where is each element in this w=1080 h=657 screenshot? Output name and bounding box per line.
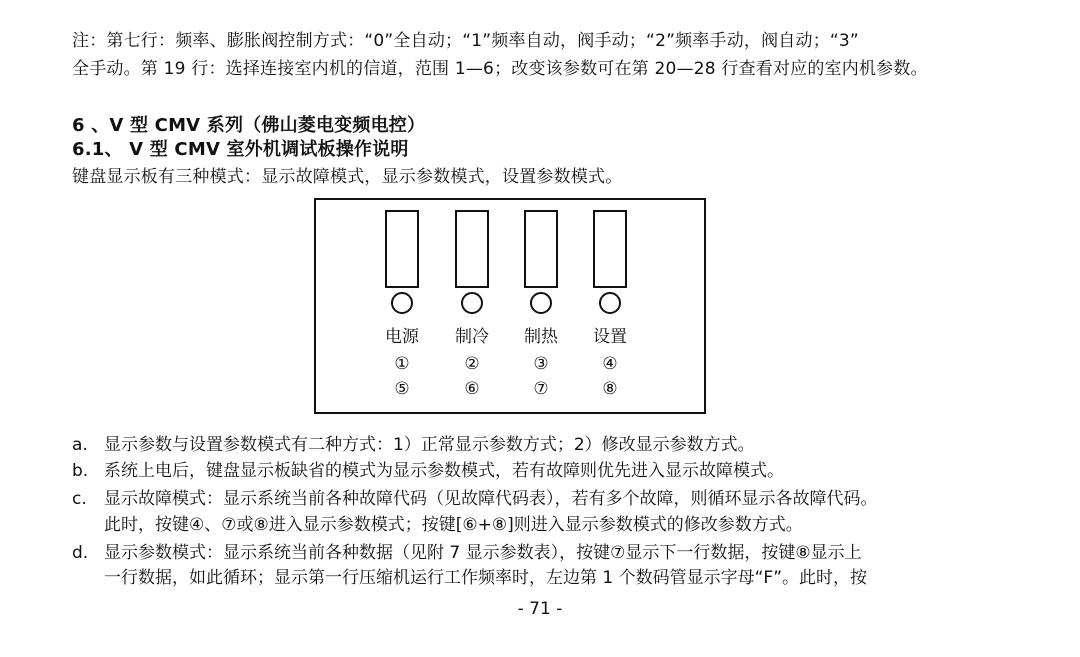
list-text: 一行数据，如此循环；显示第一行压缩机运行工作频率时，左边第 1 个数码管显示字母“F”。此时，按: [104, 568, 868, 588]
key-label-settings: 设置: [593, 327, 627, 347]
led-indicator-2: [461, 292, 483, 314]
key-number-4: ④: [602, 354, 618, 374]
note-line-2: 全手动。第 19 行：选择连接室内机的信道，范围 1—6；改变该参数可在第 20—28 行查看对应的室内机参数。: [72, 59, 928, 79]
section-intro: 键盘显示板有三种模式：显示故障模式，显示参数模式，设置参数模式。: [72, 167, 623, 187]
note-line-1: 注：第七行：频率、膨胀阀控制方式：“0”全自动；“1”频率自动，阀手动；“2”频率手动，阀自动；“3”: [72, 31, 859, 51]
key-number-5: ⑤: [394, 379, 410, 399]
key-label-power: 电源: [385, 327, 419, 347]
digit-display-1: [385, 210, 419, 288]
list-marker: a.: [72, 435, 88, 455]
digit-display-2: [455, 210, 489, 288]
key-number-6: ⑥: [464, 379, 480, 399]
list-marker: d.: [72, 543, 89, 563]
key-number-8: ⑧: [602, 379, 618, 399]
list-text: 显示参数与设置参数模式有二种方式：1）正常显示参数方式；2）修改显示参数方式。: [104, 435, 755, 455]
digit-display-3: [524, 210, 558, 288]
list-text: 显示故障模式：显示系统当前各种故障代码（见故障代码表），若有多个故障，则循环显示各故障代码。: [104, 489, 878, 509]
page-number: - 71 -: [517, 599, 563, 619]
led-indicator-4: [599, 292, 621, 314]
list-text: 此时，按键④、⑦或⑧进入显示参数模式；按键[⑥+⑧]则进入显示参数模式的修改参数方式。: [104, 515, 803, 535]
led-indicator-3: [530, 292, 552, 314]
key-number-1: ①: [394, 354, 410, 374]
list-marker: b.: [72, 461, 89, 481]
key-number-7: ⑦: [533, 379, 549, 399]
digit-display-4: [593, 210, 627, 288]
list-text: 显示参数模式：显示系统当前各种数据（见附 7 显示参数表），按键⑦显示下一行数据，按键⑧显示上: [104, 543, 862, 563]
section-subtitle: 6.1、 V 型 CMV 室外机调试板操作说明: [72, 139, 409, 160]
section-title: 6 、V 型 CMV 系列（佛山菱电变频电控）: [72, 115, 426, 136]
led-indicator-1: [391, 292, 413, 314]
keypad-diagram: [314, 198, 706, 414]
list-marker: c.: [72, 489, 87, 509]
key-label-heat: 制热: [524, 327, 558, 347]
list-text: 系统上电后，键盘显示板缺省的模式为显示参数模式，若有故障则优先进入显示故障模式。: [104, 461, 784, 481]
key-number-2: ②: [464, 354, 480, 374]
key-number-3: ③: [533, 354, 549, 374]
key-label-cool: 制冷: [455, 327, 489, 347]
